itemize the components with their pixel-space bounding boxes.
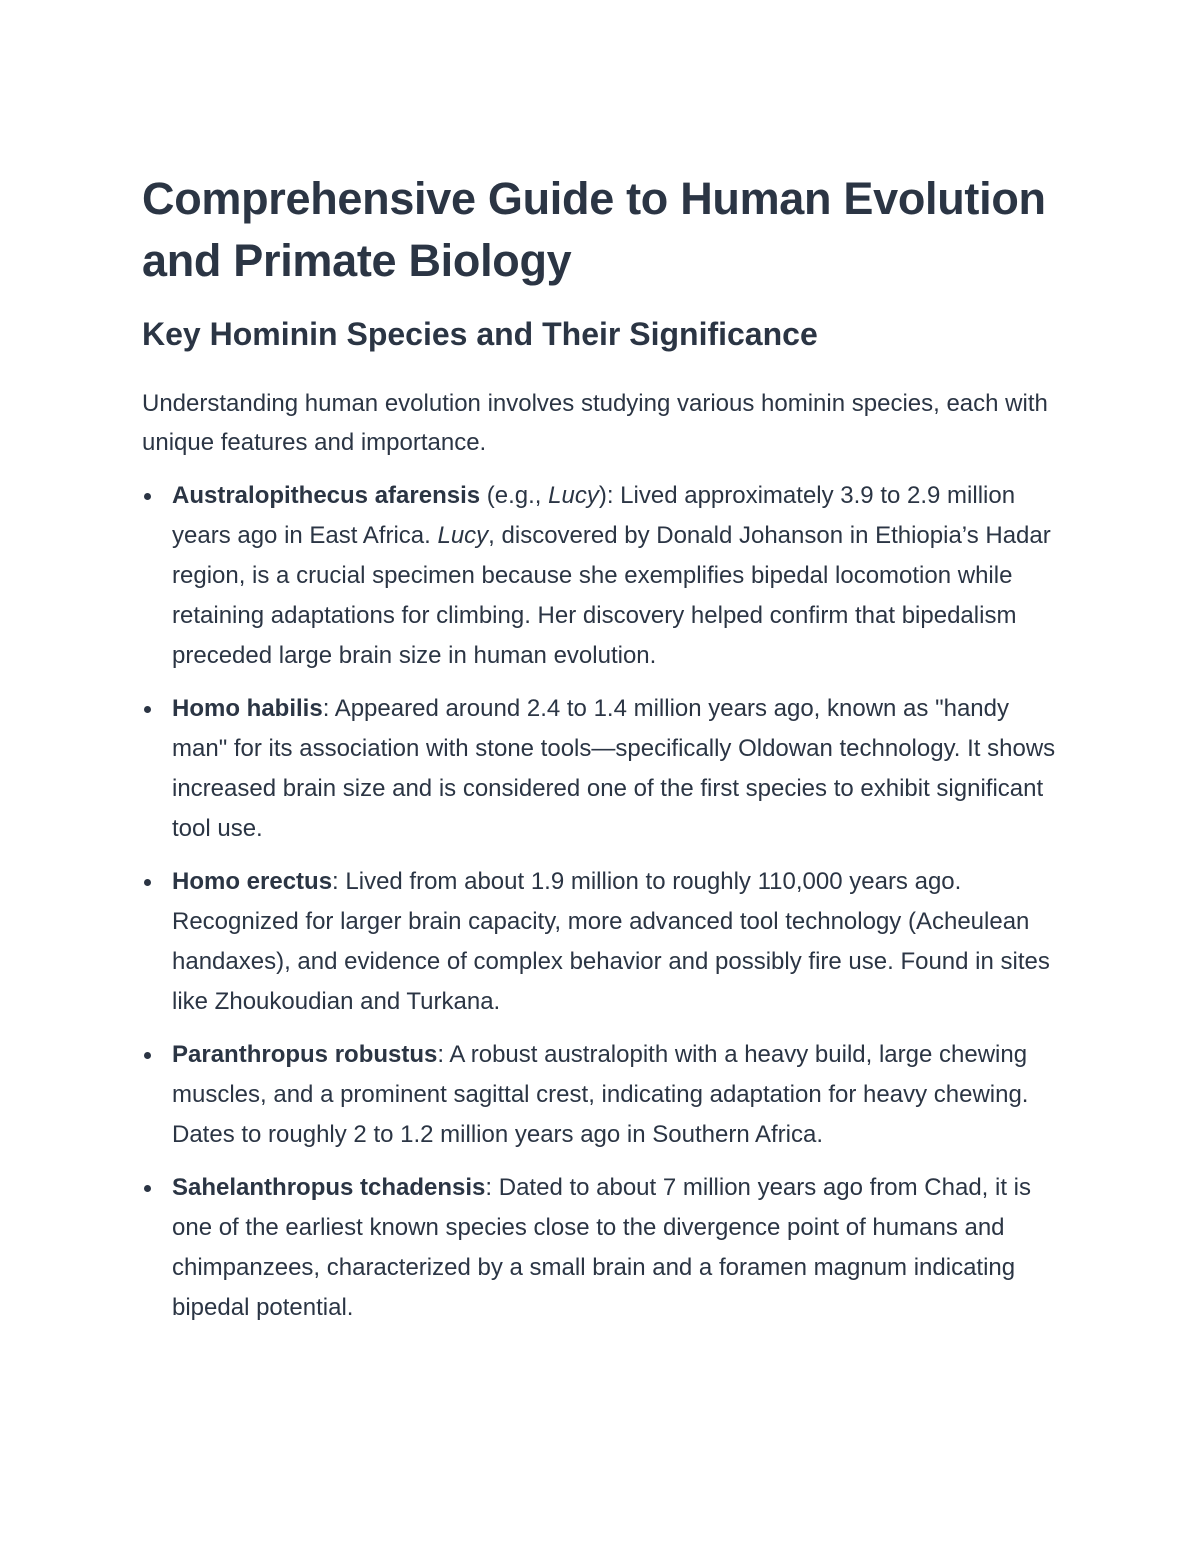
species-name: Paranthropus robustus [172,1041,438,1068]
bullet-icon [144,879,151,886]
page-title: Comprehensive Guide to Human Evolution and Primate Biology [142,173,1046,286]
species-text: : A robust australopith with a heavy build, large chewing muscles, and a prominent sagittal crest, indicating adaptation for heavy chewing. Dates to roughly 2 to 1.2 million years ago in Southern Africa. [172,1041,1029,1148]
species-name: Homo erectus [172,868,333,895]
bullet-icon [144,493,151,500]
bullet-icon [144,1052,151,1059]
species-name: Sahelanthropus tchadensis [172,1174,486,1201]
intro-paragraph: Understanding human evolution involves studying various hominin species, each with unique features and importance. [142,390,1048,456]
list-item [142,1168,1062,1328]
species-text: ): Lived approximately 3.9 to 2.9 million years ago in East Africa. [172,482,1016,549]
list-item [142,689,1062,849]
species-text: (e.g., [480,482,549,509]
specimen-name: Lucy [548,482,599,509]
bullet-icon [144,706,151,713]
species-text: , discovered by Donald Johanson in Ethiopia’s Hadar region, is a crucial specimen because she exemplifies bipedal locomotion while retaining adaptations for climbing. Her discovery helped confirm that bipedalism preceded large brain size in human evolution. [172,522,1051,669]
list-item [142,476,1062,676]
species-text: : Appeared around 2.4 to 1.4 million years ago, known as "handy man" for its association with stone tools—specifically Oldowan technology. It shows increased brain size and is considered one of the first species to exhibit significant tool use. [172,695,1056,842]
species-name: Homo habilis [172,695,323,722]
species-list [142,476,1062,1328]
bullet-icon [144,1185,151,1192]
species-text: : Lived from about 1.9 million to roughly 110,000 years ago. Recognized for larger brain capacity, more advanced tool technology (Acheulean handaxes), and evidence of complex behavior and possibly fire use. Found in sites like Zhoukoudian and Turkana. [172,868,1050,1015]
list-item [142,1035,1062,1155]
specimen-name: Lucy [437,522,489,549]
list-item [142,862,1062,1022]
section-heading: Key Hominin Species and Their Significance [142,316,818,352]
document-page [142,168,1062,1341]
species-text: : Dated to about 7 million years ago from Chad, it is one of the earliest known species close to the divergence point of humans and chimpanzees, characterized by a small brain and a foramen magnum indicating bipedal potential. [172,1174,1032,1321]
species-name: Australopithecus afarensis [172,482,481,509]
